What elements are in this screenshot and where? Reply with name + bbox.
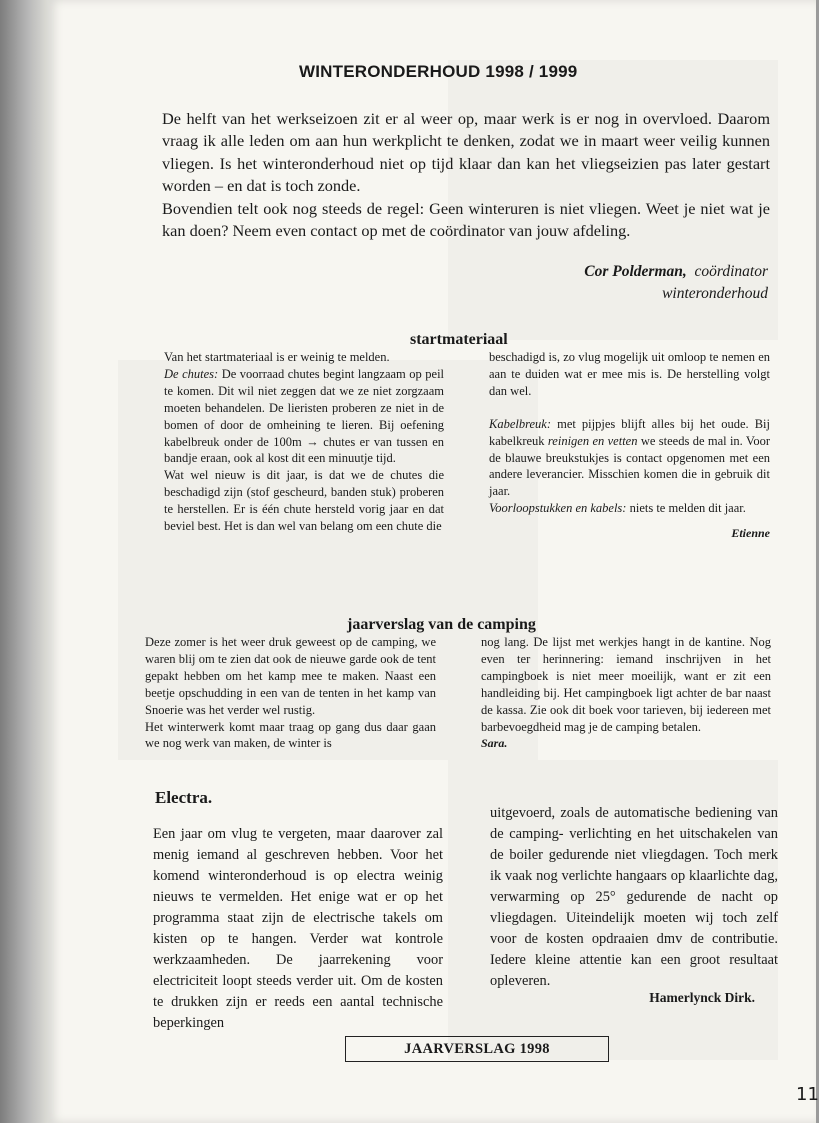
camping-left-column bbox=[145, 634, 436, 752]
electra-right-column bbox=[490, 803, 778, 992]
startmateriaal-right-column bbox=[489, 349, 770, 542]
footer-label: JAARVERSLAG 1998 bbox=[345, 1036, 609, 1062]
page-title: WINTERONDERHOUD 1998 / 1999 bbox=[299, 62, 578, 81]
startmateriaal-left-column bbox=[164, 349, 444, 535]
camping-signature: Sara. bbox=[481, 736, 508, 751]
intro-paragraph-2: Bovendien telt ook nog steeds de regel: Geen winteruren is niet vliegen. Weet je niet wat je kan doen? Neem even contact op met de coördinator van jouw afdeling. bbox=[162, 198, 770, 241]
electra-left-column bbox=[153, 824, 443, 1034]
camping-summer-text: Deze zomer is het weer druk geweest op de camping, we waren blij om te zien dat ook de nieuwe garde ook de tent gepakt hebben om het kamp mee te maken. Naast een beetje opschudding in een van de tenten in het kamp van Snoerie was het verder wel rustig. bbox=[145, 635, 436, 717]
signature-role-line2: winteronderhoud bbox=[662, 285, 768, 302]
electra-left-text: Een jaar om vlug te vergeten, maar daarover zal menig iemand al geschreven hebben. Voor het komend winteronderhoud is op electra weinig nieuws te vermelden. Het enige wat er op het programma staat zijn de electrische takels om kisten op te hangen. Verder wat kontrole werkzaamheden. De jaarrekening voor electriciteit loopt steeds verder uit. Om de kosten te drukken zijn er reeds een aantal technische beperkingen bbox=[153, 826, 443, 1031]
camping-continued-text: nog lang. De lijst met werkjes hangt in de kantine. Nog even ter herinnering: iemand inschrijven in het campingboek is niet meer moeilijk, want er zit een handleiding bij. Het campingboek ligt achter de bar naast de kassa. Zie ook dit boek voor tarieven, bij iedereen met barbevoegdheid mag je de camping betalen. bbox=[481, 635, 771, 734]
page-number: 11 bbox=[796, 1084, 819, 1105]
intro-signature bbox=[430, 261, 768, 305]
kabelbreuk-text-a: met pijpjes blijft alles bij het oude. Bij kabelkreuk bbox=[489, 416, 770, 448]
electra-heading: Electra. bbox=[155, 788, 213, 807]
chutes-label: De chutes: bbox=[164, 366, 219, 381]
kabelbreuk-text-b: we steeds de mal in. Voor de blauwe breukstukjes is contact opgenomen met een andere leverancier. Misschien komen die in gebruik dit jaar. bbox=[489, 433, 771, 499]
chutes-repair-text: Wat wel nieuw is dit jaar, is dat we de chutes die beschadigd zijn (stof gescheurd, banden stuk) proberen te herstellen. Er is één chute hersteld vorig jaar en dat beviel best. Het is dan wel van belang om een chute die bbox=[164, 468, 444, 534]
intro-paragraph-1: De helft van het werkseizoen zit er al weer op, maar werk is er nog in overvloed. Daarom vraag ik alle leden om aan hun werkplicht te denken, zodat we in maart weer veilig kunnen vliegen. Is het winteronderhoud niet op tijd klaar dan kan het vliegseizien pas later gestart worden – en dat is toch zonde. bbox=[162, 109, 770, 196]
chutes-text: De voorraad chutes begint langzaam op peil te komen. Dit wil niet zeggen dat we ze niet zorgzaam moeten behandelen. De lieristen proberen ze niet in de bomen of door de omheining te lieren. Bij oefening kabelbreuk onder de 100m → chutes er van tussen en bandje eraan, ook al kost dit een minuutje tijd. bbox=[164, 366, 445, 466]
startmateriaal-intro: Van het startmateriaal is er weinig te melden. bbox=[164, 350, 390, 364]
camping-right-column bbox=[481, 634, 771, 752]
kabelbreuk-italic: reinigen en vetten bbox=[547, 433, 638, 448]
binding-spine bbox=[0, 0, 48, 1123]
startmateriaal-heading: startmateriaal bbox=[410, 331, 508, 348]
electra-right-text: uitgevoerd, zoals de automatische bediening van de camping- verlichting en het uitschakelen van de boiler gedurende niet vliegdagen. Toch merk ik vaak nog verlichte hangaars op klaarlichte dag, verwarming op 25° gedurende de nacht op vliegdagen. Uiteindelijk moeten wij toch zelf voor de kosten opdraaien dmv de contributie. Iedere kleine attentie kan een groot resultaat opleveren. bbox=[490, 805, 778, 989]
electra-signature: Hamerlynck Dirk. bbox=[649, 990, 755, 1005]
kabelbreuk-label: Kabelbreuk: bbox=[489, 416, 552, 431]
signature-name: Cor Polderman, bbox=[584, 263, 687, 280]
camping-winter-text: Het winterwerk komt maar traag op gang dus daar gaan we nog werk van maken, de winter is bbox=[145, 719, 436, 751]
intro-text bbox=[162, 108, 770, 242]
damage-text: beschadigd is, zo vlug mogelijk uit omloop te nemen en aan te duiden wat er mee mis is. De herstelling volgt dan wel. bbox=[489, 350, 770, 398]
signature-role: coördinator bbox=[694, 263, 768, 280]
startmateriaal-signature: Etienne bbox=[731, 526, 770, 541]
camping-heading: jaarverslag van de camping bbox=[347, 616, 536, 633]
voorloop-text: niets te melden dit jaar. bbox=[629, 501, 746, 516]
voorloop-label: Voorloopstukken en kabels: bbox=[489, 501, 627, 516]
